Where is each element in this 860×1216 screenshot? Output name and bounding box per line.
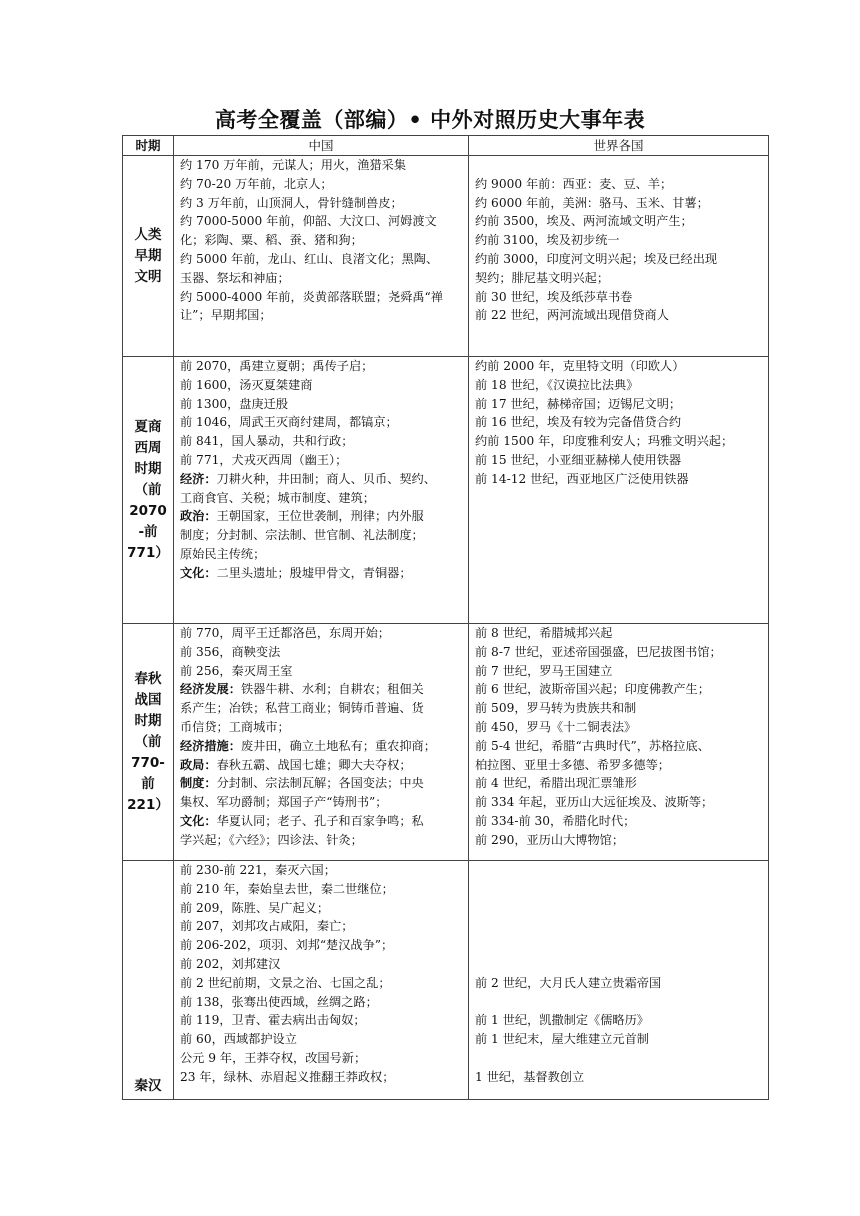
header-world: 世界各国 bbox=[469, 136, 769, 156]
china-event: 前 841，国人暴动，共和行政； bbox=[180, 434, 354, 449]
china-event: 前 2070，禹建立夏朝；禹传子启； bbox=[180, 359, 374, 373]
period-label: -前 bbox=[138, 523, 158, 540]
period-label: 春秋 bbox=[134, 670, 162, 687]
world-event: 前 1 世纪末，屋大维建立元首制 bbox=[475, 1032, 649, 1047]
event-category-label: 文化： bbox=[180, 565, 217, 580]
period-label: （前 bbox=[134, 733, 162, 750]
china-event: 前 356，商鞅变法 bbox=[180, 644, 281, 659]
table-row bbox=[123, 624, 769, 861]
china-events-cell bbox=[174, 357, 469, 624]
period-label: 前 bbox=[141, 775, 155, 792]
table-row bbox=[123, 156, 769, 357]
period-label: 2070 bbox=[129, 502, 167, 519]
world-event: 约 6000 年前，美洲：骆马、玉米、甘薯； bbox=[475, 195, 709, 210]
world-event bbox=[475, 917, 768, 936]
china-event: 前 771，犬戎灭西周（幽王）； bbox=[180, 452, 348, 467]
china-event: 公元 9 年，王莽夺权，改国号新； bbox=[180, 1050, 367, 1065]
world-event: 前 2 世纪，大月氏人建立贵霜帝国 bbox=[475, 975, 662, 990]
world-event: 前 17 世纪，赫梯帝国；迈锡尼文明； bbox=[475, 396, 682, 411]
china-event: 前 138，张骞出使西域，丝绸之路； bbox=[180, 994, 378, 1009]
china-event: 前 256，秦灭周王室 bbox=[180, 663, 293, 678]
world-events-cell bbox=[469, 861, 769, 1100]
header-china: 中国 bbox=[174, 136, 469, 156]
china-event: 经济发展：铁器牛耕、水利；自耕农；租佃关 bbox=[180, 682, 424, 697]
china-event: 原始民主传统； bbox=[180, 546, 266, 561]
world-event bbox=[475, 880, 768, 899]
period-label: 771） bbox=[127, 544, 169, 561]
world-event bbox=[475, 899, 768, 918]
period-label: 770- bbox=[131, 754, 165, 771]
world-event: 契约；腓尼基文明兴起； bbox=[475, 270, 610, 285]
world-event: 约前 3000，印度河文明兴起；埃及已经出现 bbox=[475, 251, 718, 266]
period-label: 夏商 bbox=[134, 418, 162, 435]
china-event: 前 1300，盘庚迁殷 bbox=[180, 396, 289, 411]
period-label: （前 bbox=[134, 481, 162, 498]
event-category-label: 经济： bbox=[180, 471, 217, 486]
world-event: 前 22 世纪，两河流域出现借贷商人 bbox=[475, 308, 669, 323]
period-label: 西周 bbox=[134, 439, 162, 456]
period-cell bbox=[123, 357, 174, 624]
event-category-label: 政治： bbox=[180, 509, 217, 524]
period-label: 秦汉 bbox=[134, 1078, 162, 1094]
world-event bbox=[475, 156, 768, 175]
timeline-table bbox=[122, 135, 769, 1100]
period-label: 早期 bbox=[134, 247, 162, 264]
world-event: 约前 3100，埃及初步统一 bbox=[475, 233, 620, 248]
china-event: 前 770，周平王迁都洛邑，东周开始； bbox=[180, 626, 390, 640]
world-event: 前 8 世纪，希腊城邦兴起 bbox=[475, 626, 613, 640]
table-header-row bbox=[123, 136, 769, 156]
china-events-cell bbox=[174, 861, 469, 1100]
period-cell bbox=[123, 156, 174, 357]
china-event: 化；彩陶、粟、稻、蚕、猪和狗； bbox=[180, 233, 363, 248]
event-category-label: 政局： bbox=[180, 757, 217, 772]
world-event: 前 4 世纪，希腊出现汇票雏形 bbox=[475, 776, 637, 791]
header-period: 时期 bbox=[123, 136, 174, 156]
world-event: 1 世纪，基督教创立 bbox=[475, 1069, 585, 1084]
world-event: 约前 2000 年，克里特文明（印欧人） bbox=[475, 359, 685, 373]
event-category-label: 经济发展： bbox=[180, 682, 241, 697]
china-event: 前 60，西域都护设立 bbox=[180, 1032, 297, 1047]
world-event: 前 509，罗马转为贵族共和制 bbox=[475, 701, 637, 716]
china-event: 文化：二里头遗址；殷墟甲骨文，青铜器； bbox=[180, 565, 412, 580]
china-event: 文化：华夏认同；老子、孔子和百家争鸣；私 bbox=[180, 813, 424, 828]
period-label: 文明 bbox=[134, 268, 162, 285]
china-event: 玉器、祭坛和神庙； bbox=[180, 270, 290, 285]
period-cell bbox=[123, 861, 174, 1100]
world-event: 前 6 世纪，波斯帝国兴起；印度佛教产生； bbox=[475, 682, 710, 697]
world-event bbox=[475, 1049, 768, 1068]
china-event: 工商食官、关税；城市制度、建筑； bbox=[180, 490, 375, 505]
china-event: 前 1046，周武王灭商纣建周，都镐京； bbox=[180, 415, 398, 430]
china-event: 制度；分封制、宗法制、世官制、礼法制度； bbox=[180, 528, 424, 543]
china-event: 政治：王朝国家，王位世袭制，刑律；内外服 bbox=[180, 509, 424, 524]
world-event: 前 290，亚历山大博物馆； bbox=[475, 832, 625, 847]
table-row bbox=[123, 357, 769, 624]
china-event: 约 5000-4000 年前，炎黄部落联盟；尧舜禹“禅 bbox=[180, 289, 443, 304]
event-category-label: 经济措施： bbox=[180, 738, 241, 753]
china-event: 经济：刀耕火种，井田制；商人、贝币、契约、 bbox=[180, 471, 436, 486]
china-event: 制度：分封制、宗法制瓦解；各国变法；中央 bbox=[180, 776, 424, 791]
china-event: 前 206-202，项羽、刘邦“楚汉战争”； bbox=[180, 938, 394, 953]
world-events-cell bbox=[469, 624, 769, 861]
china-event: 约 170 万年前，元谋人；用火，渔猎采集 bbox=[180, 158, 407, 172]
world-event: 前 8-7 世纪，亚述帝国强盛，巴尼拔图书馆； bbox=[475, 644, 722, 659]
china-event: 前 207，刘邦攻占咸阳，秦亡； bbox=[180, 919, 354, 934]
china-event: 币信贷；工商城市； bbox=[180, 719, 290, 734]
china-event: 政局：春秋五霸、战国七雄；卿大夫夺权； bbox=[180, 757, 412, 772]
page-title: 高考全覆盖（部编）• 中外对照历史大事年表 bbox=[214, 108, 646, 132]
world-event: 约前 3500，埃及、两河流域文明产生； bbox=[475, 214, 693, 229]
world-event bbox=[475, 955, 768, 974]
china-event: 前 210 年，秦始皇去世，秦二世继位； bbox=[180, 881, 394, 896]
world-event: 前 14-12 世纪，西亚地区广泛使用铁器 bbox=[475, 471, 689, 486]
china-event: 约 3 万年前，山顶洞人，骨针缝制兽皮； bbox=[180, 195, 403, 210]
world-event: 前 450，罗马《十二铜表法》 bbox=[475, 719, 637, 734]
china-event: 系产生；冶铁；私营工商业；铜铸币普遍、货 bbox=[180, 701, 424, 716]
period-cell bbox=[123, 624, 174, 861]
event-category-label: 文化： bbox=[180, 813, 217, 828]
china-event: 经济措施：废井田，确立土地私有；重农抑商； bbox=[180, 738, 436, 753]
china-event: 约 70-20 万年前，北京人； bbox=[180, 176, 333, 191]
world-event: 约 9000 年前：西亚：麦、豆、羊； bbox=[475, 176, 673, 191]
china-event: 让”；早期邦国； bbox=[180, 308, 272, 323]
event-category-label: 制度： bbox=[180, 776, 217, 791]
world-event: 前 334 年起，亚历山大远征埃及、波斯等； bbox=[475, 795, 714, 810]
world-event: 前 16 世纪，埃及有较为完备借贷合约 bbox=[475, 415, 682, 430]
period-label: 人类 bbox=[134, 226, 162, 243]
china-event: 约 5000 年前，龙山、红山、良渚文化；黑陶、 bbox=[180, 251, 439, 266]
world-event bbox=[475, 936, 768, 955]
china-event: 23 年，绿林、赤眉起义推翻王莽政权； bbox=[180, 1069, 395, 1084]
world-event: 前 15 世纪，小亚细亚赫梯人使用铁器 bbox=[475, 452, 682, 467]
china-event: 集权、军功爵制；郑国子产“铸刑书”； bbox=[180, 795, 388, 810]
china-events-cell bbox=[174, 156, 469, 357]
world-events-cell bbox=[469, 357, 769, 624]
china-event: 前 2 世纪前期，文景之治、七国之乱； bbox=[180, 975, 391, 990]
china-event: 学兴起；《六经》；四诊法、针灸； bbox=[180, 832, 363, 847]
period-label: 战国 bbox=[134, 691, 162, 708]
period-label: 221） bbox=[127, 796, 169, 813]
world-event: 前 334-前 30，希腊化时代； bbox=[475, 813, 636, 828]
world-event bbox=[475, 993, 768, 1012]
world-event: 前 5-4 世纪，希腊“古典时代”，苏格拉底、 bbox=[475, 738, 710, 753]
world-events-cell bbox=[469, 156, 769, 357]
china-event: 前 1600，汤灭夏桀建商 bbox=[180, 377, 313, 392]
world-event: 约前 1500 年，印度雅利安人；玛雅文明兴起； bbox=[475, 434, 734, 449]
period-label: 时期 bbox=[134, 712, 162, 729]
world-event: 柏拉图、亚里士多德、希罗多德等； bbox=[475, 757, 670, 772]
china-event: 前 202，刘邦建汉 bbox=[180, 956, 281, 971]
world-event: 前 7 世纪，罗马王国建立 bbox=[475, 663, 613, 678]
china-event: 前 230-前 221，秦灭六国； bbox=[180, 863, 336, 877]
world-event: 前 18 世纪，《汉谟拉比法典》 bbox=[475, 377, 639, 392]
world-event: 前 30 世纪，埃及纸莎草书卷 bbox=[475, 289, 633, 304]
world-event: 前 1 世纪，凯撒制定《儒略历》 bbox=[475, 1013, 649, 1028]
world-event bbox=[475, 861, 768, 880]
china-event: 约 7000-5000 年前，仰韶、大汶口、河姆渡文 bbox=[180, 214, 437, 229]
china-events-cell bbox=[174, 624, 469, 861]
china-event: 前 119，卫青、霍去病出击匈奴； bbox=[180, 1013, 366, 1028]
period-label: 时期 bbox=[134, 460, 162, 477]
table-row bbox=[123, 861, 769, 1100]
china-event: 前 209，陈胜、吴广起义； bbox=[180, 900, 330, 915]
